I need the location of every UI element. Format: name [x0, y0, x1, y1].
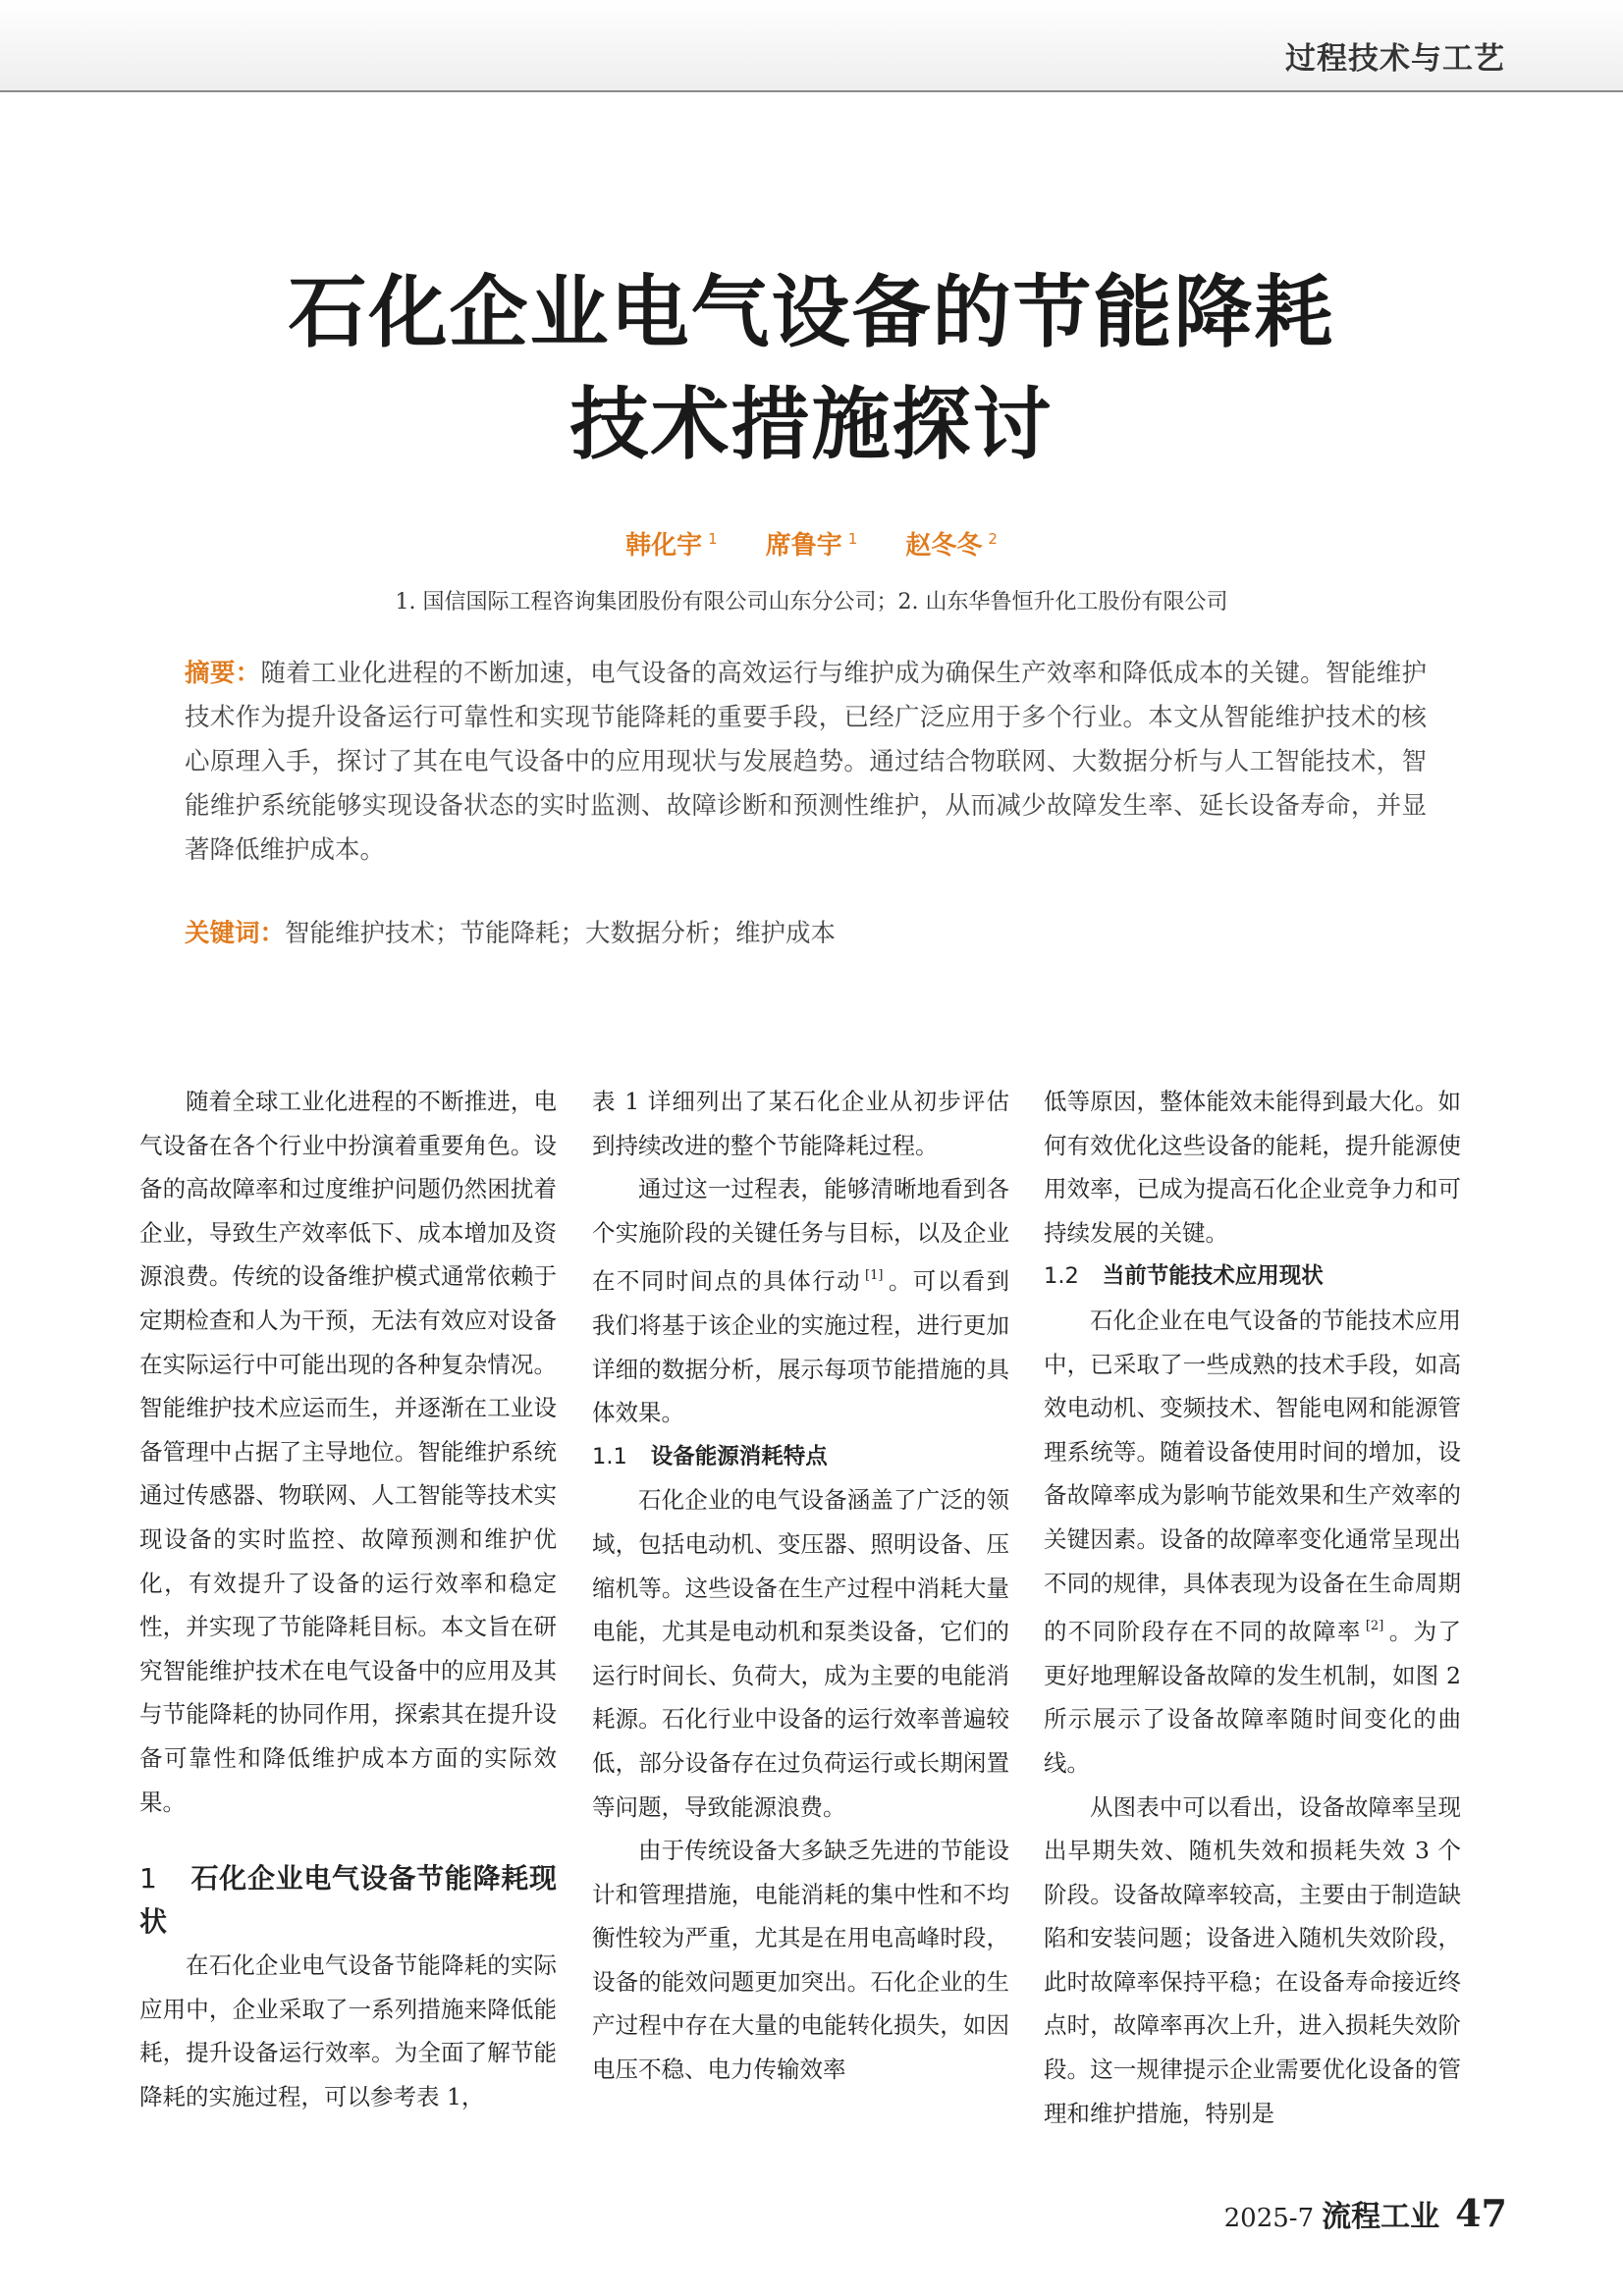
affiliation: 1. 国信国际工程咨询集团股份有限公司山东分公司；2. 山东华鲁恒升化工股份有限公司: [395, 590, 1228, 614]
paragraph: 表 1 详细列出了某石化企业从初步评估到持续改进的整个节能降耗过程。: [592, 1088, 1009, 1159]
author-affil-mark: 1: [847, 530, 858, 548]
body-column-3: [1044, 1080, 1461, 2135]
author-list: [0, 525, 1623, 561]
paragraph: [1044, 1299, 1461, 1786]
title-line-2: 技术措施探讨: [569, 379, 1054, 470]
issue-date: 2025-7: [1223, 2204, 1315, 2233]
keywords: [185, 914, 1427, 949]
citation-ref: [2]: [1365, 1619, 1384, 1634]
paragraph-text: 通过这一过程表，能够清晰地看到各个实施阶段的关键任务与目标，以及企业在不同时间点的具体行动: [592, 1175, 1009, 1296]
section-number: 1: [139, 1862, 157, 1896]
keywords-label: 关键词：: [185, 919, 286, 948]
author-name: 席鲁宇: [765, 531, 842, 561]
title-line-1: 石化企业电气设备的节能降耗: [288, 267, 1335, 358]
author-name: 赵冬冬: [905, 531, 983, 561]
subsection-heading: [592, 1435, 1009, 1479]
page-number: 47: [1455, 2191, 1507, 2235]
author-affil-mark: 1: [708, 530, 718, 548]
paragraph: [592, 1167, 1009, 1435]
citation-ref: [1]: [865, 1268, 884, 1284]
subsection-number: 1.1: [592, 1443, 627, 1469]
section-label: 过程技术与工艺: [1285, 41, 1505, 77]
paragraph-text: 石化企业在电气设备的节能技术应用中，已采取了一些成熟的技术手段，如高效电动机、变频技术、智能电网和能源管理系统等。随着设备使用时间的增加，设备故障率成为影响节能效果和生产效率的关键因素。设备的故障率变化通常呈现出不同的规律，具体表现为设备在生命周期的不同阶段存在不同的故障率: [1044, 1306, 1461, 1646]
abstract-label: 摘要：: [185, 659, 261, 688]
paragraph: 低等原因，整体能效未能得到最大化。如何有效优化这些设备的能耗，提升能源使用效率，已成为提高石化企业竞争力和可持续发展的关键。: [1044, 1088, 1461, 1247]
abstract-text: 随着工业化进程的不断加速，电气设备的高效运行与维护成为确保生产效率和降低成本的关键。智能维护技术作为提升设备运行可靠性和实现节能降耗的重要手段，已经广泛应用于多个行业。本文从智能维护技术的核心原理入手，探讨了其在电气设备中的应用现状与发展趋势。通过结合物联网、大数据分析与人工智能技术，智能维护系统能够实现设备状态的实时监测、故障诊断和预测性维护，从而减少故障发生率、延长设备寿命，并显著降低维护成本。: [185, 659, 1427, 865]
paragraph-text: 。可以看到我们将基于该企业的实施过程，进行更加详细的数据分析，展示每项节能措施的具体效果。: [592, 1267, 1010, 1427]
page-footer: [1224, 2191, 1507, 2235]
paragraph: 随着全球工业化进程的不断推进，电气设备在各个行业中扮演着重要角色。设备的高故障率和过度维护问题仍然困扰着企业，导致生产效率低下、成本增加及资源浪费。传统的设备维护模式通常依赖于定期检查和人为干预，无法有效应对设备在实际运行中可能出现的各种复杂情况。智能维护技术应运而生，并逐渐在工业设备管理中占据了主导地位。智能维护系统通过传感器、物联网、人工智能等技术实现设备的实时监控、故障预测和维护优化，有效提升了设备的运行效率和稳定性，并实现了节能降耗目标。本文旨在研究智能维护技术在电气设备中的应用及其与节能降耗的协同作用，探索其在提升设备可靠性和降低维护成本方面的实际效果。: [139, 1088, 557, 1816]
journal-name: 流程工业: [1322, 2200, 1440, 2234]
abstract: [185, 652, 1427, 873]
subsection-heading: [1044, 1255, 1461, 1299]
body-column-1: [139, 1080, 557, 2118]
paragraph: 在石化企业电气设备节能降耗的实际应用中，企业采取了一系列措施来降低能耗，提升设备运行效率。为全面了解节能降耗的实施过程，可以参考表 1，: [139, 1951, 557, 2110]
author-name: 韩化宇: [625, 531, 703, 561]
subsection-title: 设备能源消耗特点: [650, 1443, 828, 1469]
author: [905, 531, 998, 561]
subsection-title: 当前节能技术应用现状: [1102, 1263, 1324, 1290]
paragraph: 石化企业的电气设备涵盖了广泛的领域，包括电动机、变压器、照明设备、压缩机等。这些设备在生产过程中消耗大量电能，尤其是电动机和泵类设备，它们的运行时间长、负荷大，成为主要的电能消耗源。石化行业中设备的运行效率普遍较低，部分设备存在过负荷运行或长期闲置等问题，导致能源浪费。: [592, 1486, 1009, 1821]
paragraph-text: 。为了更好地理解设备故障的发生机制，如图 2 所示展示了设备故障率随时间变化的曲线。: [1044, 1618, 1462, 1777]
section-heading: [139, 1857, 557, 1944]
paragraph: 从图表中可以看出，设备故障率呈现出早期失效、随机失效和损耗失效 3 个阶段。设备故障率较高，主要由于制造缺陷和安装问题；设备进入随机失效阶段，此时故障率保持平稳；在设备寿命接近终点时，故障率再次上升，进入损耗失效阶段。这一规律提示企业需要优化设备的管理和维护措施，特别是: [1044, 1792, 1461, 2127]
body-column-2: [592, 1080, 1009, 2092]
subsection-number: 1.2: [1044, 1263, 1079, 1290]
author: [766, 531, 858, 561]
author-affil-mark: 2: [988, 530, 998, 548]
article-title: [0, 257, 1623, 481]
author: [625, 531, 718, 561]
section-title: 石化企业电气设备节能降耗现状: [139, 1862, 557, 1939]
paragraph: 由于传统设备大多缺乏先进的节能设计和管理措施，电能消耗的集中性和不均衡性较为严重，尤其是在用电高峰时段，设备的能效问题更加突出。石化企业的生产过程中存在大量的电能转化损失，如因电压不稳、电力传输效率: [592, 1837, 1009, 2084]
keywords-text: 智能维护技术；节能降耗；大数据分析；维护成本: [285, 919, 837, 948]
